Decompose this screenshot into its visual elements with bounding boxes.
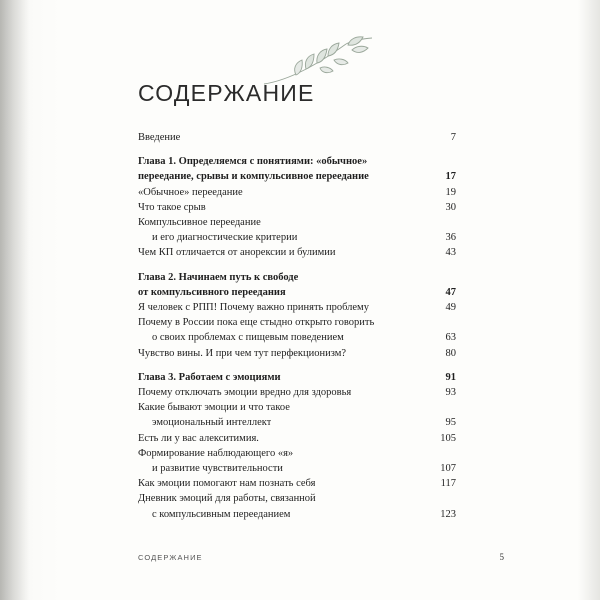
toc-leader-dots	[319, 498, 427, 499]
toc-entry-label: Чем КП отличается от анорексии и булимии	[138, 247, 336, 259]
toc-entry[interactable]	[138, 169, 456, 184]
toc-entry-page: 47	[445, 286, 456, 298]
toc-entry-page: 30	[445, 201, 456, 213]
toc-entry-label: Чувство вины. И при чем тут перфекционизм?	[138, 347, 347, 359]
toc-entry[interactable]	[138, 185, 456, 200]
toc-leader-dots	[296, 453, 427, 454]
toc-entry-page: 123	[440, 508, 456, 520]
toc-entry[interactable]	[138, 431, 456, 446]
toc-entry[interactable]	[138, 507, 456, 522]
page-title: СОДЕРЖАНИЕ	[138, 80, 315, 106]
toc-leader-dots	[347, 337, 427, 338]
toc-entry[interactable]	[138, 245, 456, 260]
toc-leader-dots	[286, 468, 427, 469]
toc-entry[interactable]	[138, 285, 456, 300]
toc-entry[interactable]	[138, 476, 456, 491]
toc-group-gap	[138, 145, 456, 154]
toc-entry-label: «Обычное» переедание	[138, 186, 243, 198]
toc-leader-dots	[293, 514, 427, 515]
toc-entry-label: Я человек с РПП! Почему важно принять проблему	[138, 302, 369, 314]
toc-entry-label: Почему в России пока еще стыдно открыто говорить	[138, 317, 375, 329]
toc-entry-page: 49	[445, 302, 456, 314]
toc-entry-label: эмоциональный интеллект	[152, 417, 272, 429]
toc-entry[interactable]	[138, 230, 456, 245]
toc-leader-dots	[370, 161, 427, 162]
toc-entry-label: Компульсивное переедание	[138, 217, 261, 229]
toc-leader-dots	[349, 353, 427, 354]
toc-leader-dots	[183, 137, 427, 138]
toc-entry-label: переедание, срывы и компульсивное переедание	[138, 171, 369, 183]
toc-entry-page: 105	[440, 432, 456, 444]
toc-entry-label: от компульсивного переедания	[138, 286, 286, 298]
bleed-through-left	[12, 26, 130, 117]
toc-entry-page: 19	[445, 186, 456, 198]
toc-leader-dots	[274, 422, 427, 423]
toc-leader-dots	[264, 222, 427, 223]
toc-entry[interactable]	[138, 346, 456, 361]
toc-entry-label: и его диагностические критерии	[152, 232, 298, 244]
toc-entry-page: 95	[445, 417, 456, 429]
toc-group-gap	[138, 361, 456, 370]
toc-entry-page: 43	[445, 247, 456, 259]
toc-entry-page: 91	[445, 371, 456, 383]
toc-leader-dots	[246, 192, 427, 193]
toc-leader-dots	[318, 483, 427, 484]
toc-entry-label: о своих проблемах с пищевым поведением	[152, 332, 344, 344]
toc-entry[interactable]	[138, 446, 456, 461]
toc-entry[interactable]	[138, 270, 456, 285]
toc-entry[interactable]	[138, 385, 456, 400]
toc-entry-label: Дневник эмоций для работы, связанной	[138, 493, 316, 505]
toc-leader-dots	[377, 322, 427, 323]
toc-leader-dots	[293, 407, 427, 408]
toc-entry[interactable]	[138, 400, 456, 415]
toc-entry-label: Глава 1. Определяемся с понятиями: «обычное»	[138, 156, 368, 168]
toc-leader-dots	[284, 377, 427, 378]
toc-entry[interactable]	[138, 200, 456, 215]
toc-entry-label: с компульсивным перееданием	[152, 508, 291, 520]
footer-page-number: 5	[499, 552, 504, 562]
toc-entry-page: 63	[445, 332, 456, 344]
toc-entry[interactable]	[138, 370, 456, 385]
toc-entry[interactable]	[138, 415, 456, 430]
toc-entry-page: 36	[445, 232, 456, 244]
toc-leader-dots	[301, 277, 427, 278]
toc-entry-page: 17	[445, 171, 456, 183]
toc-entry-label: Глава 3. Работаем с эмоциями	[138, 371, 281, 383]
page-footer	[138, 552, 504, 562]
toc-entry[interactable]	[138, 330, 456, 345]
toc-leader-dots	[209, 207, 427, 208]
toc-entry-label: Есть ли у вас алекситимия.	[138, 432, 259, 444]
toc-entry[interactable]	[138, 154, 456, 169]
toc-entry-label: Как эмоции помогают нам познать себя	[138, 478, 316, 490]
footer-section-label: СОДЕРЖАНИЕ	[138, 553, 203, 562]
toc-entry-label: Формирование наблюдающего «я»	[138, 447, 294, 459]
toc-entry[interactable]	[138, 130, 456, 145]
toc-entry[interactable]	[138, 215, 456, 230]
toc-entry-label: Какие бывают эмоции и что такое	[138, 402, 290, 414]
toc-entry[interactable]	[138, 491, 456, 506]
toc-entry[interactable]	[138, 315, 456, 330]
toc-leader-dots	[339, 252, 427, 253]
toc-entry-page: 7	[450, 132, 456, 143]
toc-leader-dots	[354, 392, 427, 393]
toc-entry-page: 107	[440, 463, 456, 475]
toc-entry-label: Введение	[138, 132, 181, 143]
page-edge-shadow	[578, 0, 600, 600]
toc-entry-label: Почему отключать эмоции вредно для здоровья	[138, 387, 352, 399]
toc-leader-dots	[300, 237, 427, 238]
toc-entry[interactable]	[138, 461, 456, 476]
toc-entry-label: Глава 2. Начинаем путь к свободе	[138, 271, 299, 283]
toc-leader-dots	[372, 307, 427, 308]
toc-entry[interactable]	[138, 300, 456, 315]
toc-group-gap	[138, 261, 456, 270]
toc-entry-page: 117	[440, 478, 456, 490]
toc-leader-dots	[262, 438, 427, 439]
toc-leader-dots	[289, 292, 427, 293]
toc-entry-label: Что такое срыв	[138, 201, 206, 213]
toc-entry-label: и развитие чувствительности	[152, 463, 283, 475]
table-of-contents	[138, 130, 456, 522]
toc-entry-page: 93	[445, 387, 456, 399]
toc-entry-page: 80	[445, 347, 456, 359]
toc-leader-dots	[372, 176, 427, 177]
